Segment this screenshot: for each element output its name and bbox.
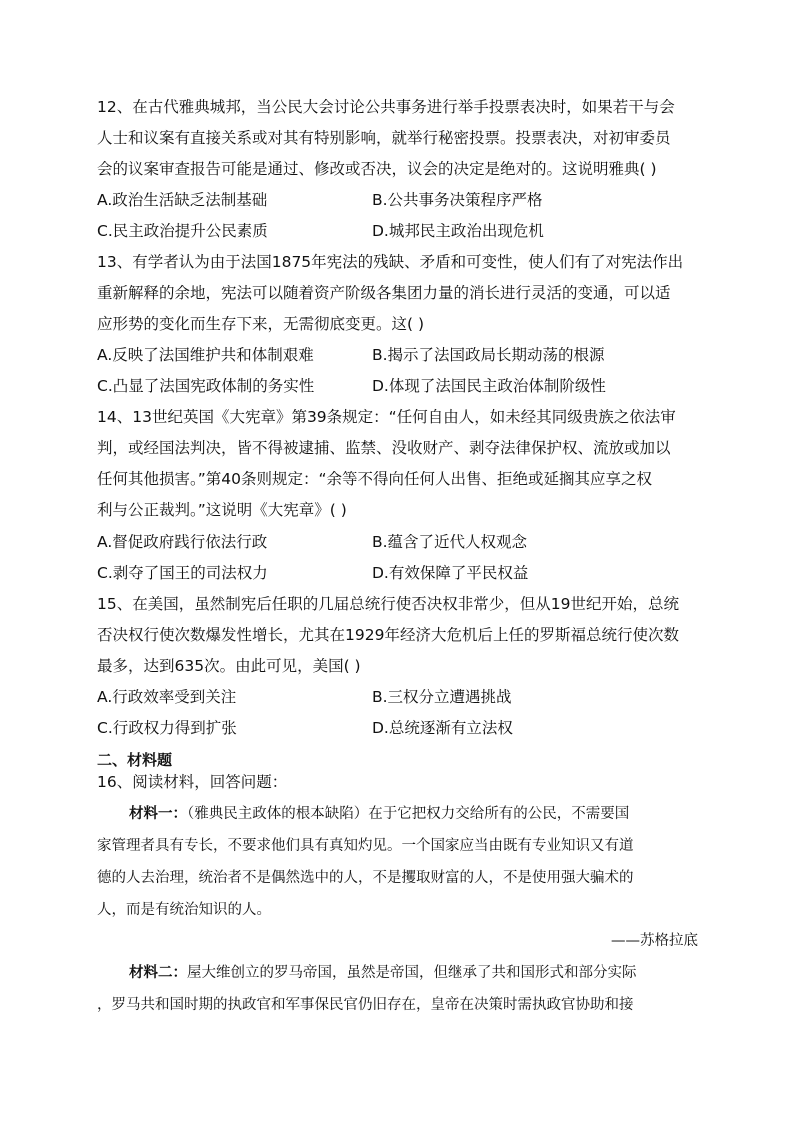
q15-line-3: 最多，达到635次。由此可见，美国( ) xyxy=(97,657,361,675)
q14-line-1: 14、13世纪英国《大宪章》第39条规定：“任何自由人，如未经其同级贵族之依法审 xyxy=(97,408,676,426)
q13-option-b: B.揭示了法国政局长期动荡的根源 xyxy=(372,346,605,364)
q15-option-a: A.行政效率受到关注 xyxy=(97,688,237,706)
q15-option-d: D.总统逐渐有立法权 xyxy=(372,719,513,737)
material1-text-1: （雅典民主政体的根本缺陷）在于它把权力交给所有的公民，不需要国 xyxy=(187,806,630,822)
material1-line-4: 人，而是有统治知识的人。 xyxy=(97,902,271,918)
material1-attribution: ——苏格拉底 xyxy=(611,933,698,949)
q13-line-1: 13、有学者认为由于法国1875年宪法的残缺、矛盾和可变性，使人们有了对宪法作出 xyxy=(97,253,684,271)
q14-option-a: A.督促政府践行依法行政 xyxy=(97,533,268,551)
q12-option-a: A.政治生活缺乏法制基础 xyxy=(97,191,268,209)
q12-option-b: B.公共事务决策程序严格 xyxy=(372,191,543,209)
q12-line-3: 会的议案审查报告可能是通过、修改或否决，议会的决定是绝对的。这说明雅典( ) xyxy=(97,160,657,178)
q15-option-b: B.三权分立遭遇挑战 xyxy=(372,688,512,706)
material2-label: 材料二： xyxy=(129,965,187,981)
q16-prompt: 16、阅读材料，回答问题： xyxy=(97,773,288,791)
material1-line-3: 德的人去治理，统治者不是偶然选中的人，不是攫取财富的人，不是使用强大骗术的 xyxy=(97,870,634,886)
material1-line-2: 家管理者具有专长，不要求他们具有真知灼见。一个国家应当由既有专业知识又有道 xyxy=(97,838,634,854)
material1-label: 材料一： xyxy=(129,806,187,822)
q12-line-2: 人士和议案有直接关系或对其有特别影响，就举行秘密投票。投票表决，对初审委员 xyxy=(97,129,671,147)
q12-option-c: C.民主政治提升公民素质 xyxy=(97,222,268,240)
q14-option-d: D.有效保障了平民权益 xyxy=(372,564,529,582)
q15-line-1: 15、在美国，虽然制宪后任职的几届总统行使否决权非常少，但从19世纪开始，总统 xyxy=(97,595,679,613)
q14-line-2: 判，或经国法判决，皆不得被逮捕、监禁、没收财产、剥夺法律保护权、流放或加以 xyxy=(97,439,671,457)
q13-option-c: C.凸显了法国宪政体制的务实性 xyxy=(97,377,315,395)
q12-line-1: 12、在古代雅典城邦，当公民大会讨论公共事务进行举手投票表决时，如果若干与会 xyxy=(97,98,675,116)
material1-line-1 xyxy=(129,804,729,824)
material2-line-2: ，罗马共和国时期的执政官和军事保民官仍旧存在，皇帝在决策时需执政官协助和接 xyxy=(97,997,634,1013)
section-heading: 二、材料题 xyxy=(97,751,173,769)
q14-option-b: B.蕴含了近代人权观念 xyxy=(372,533,528,551)
q13-option-a: A.反映了法国维护共和体制艰难 xyxy=(97,346,314,364)
material2-line-1 xyxy=(129,963,729,983)
q14-line-4: 利与公正裁判。”这说明《大宪章》( ) xyxy=(97,501,347,519)
q15-option-c: C.行政权力得到扩张 xyxy=(97,719,237,737)
q13-line-2: 重新解释的余地，宪法可以随着资产阶级各集团力量的消长进行灵活的变通，可以适 xyxy=(97,284,671,302)
q15-line-2: 否决权行使次数爆发性增长，尤其在1929年经济大危机后上任的罗斯福总统行使次数 xyxy=(97,626,679,644)
q12-option-d: D.城邦民主政治出现危机 xyxy=(372,222,544,240)
material2-text-1: 屋大维创立的罗马帝国，虽然是帝国，但继承了共和国形式和部分实际 xyxy=(187,965,637,981)
q13-line-3: 应形势的变化而生存下来，无需彻底变更。这( ) xyxy=(97,315,425,333)
q14-line-3: 任何其他损害。”第40条则规定：“余等不得向任何人出售、拒绝或延搁其应享之权 xyxy=(97,470,653,488)
q13-option-d: D.体现了法国民主政治体制阶级性 xyxy=(372,377,606,395)
q14-option-c: C.剥夺了国王的司法权力 xyxy=(97,564,268,582)
